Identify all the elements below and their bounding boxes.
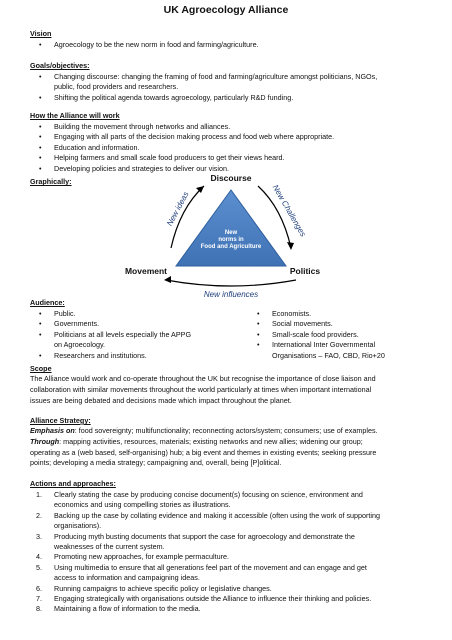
triangle-shape [176,190,286,266]
line: operating as a (web based, self-organising) hub; a big event and themes in existing events; seeking pressure [30,447,377,457]
line: Organisations – FAO, CBD, Rio+20 [272,350,385,360]
line: Researchers and institutions. [54,350,147,360]
line: Small-scale food providers. [272,329,359,339]
line: Maintaining a flow of information to the media. [54,604,201,614]
audience-list-right [248,309,438,361]
list-item: 6. Running campaigns to achieve specific policy or legislative changes. [36,583,272,593]
list-item [30,319,240,329]
line: Using multimedia to ensure that all generations feel part of the movement and can engage and get [54,562,367,572]
alliance-diagram [0,170,452,300]
list-item: 4. Promoting new approaches, for example permaculture. [36,552,229,562]
arrow-bottom-edge [166,280,296,286]
scope-paragraph [30,374,426,406]
center-line-3: Food and Agriculture [200,244,262,250]
list-item [248,330,438,340]
line: Clearly stating the case by producing concise document(s) focusing on science, environment and [54,490,363,499]
center-line-2: norms in [218,237,244,243]
edge-new-influences: New influences [203,290,259,299]
line: economics and using compelling stories as illustrations. [54,500,231,510]
list-item: • Engaging with all parts of the decision making process and food web where appropriate. [30,132,334,142]
list-item: 2. Backing up the case by collating evidence and making it accessible (often using the work of supporting organisations). [36,510,381,531]
list-item: 1. Clearly stating the case by producing concise document(s) focusing on science, environment and economics and using compelling stories as illustrations. [36,490,363,510]
list-item [248,309,438,319]
through-label: Through [30,436,60,446]
line: Producing myth busting documents that support the case for agroecology and demonstrate the [54,531,355,541]
line: issues are being debated and decisions made which impact throughout the planet. [30,395,292,405]
line: Promoting new approaches, for example permaculture. [54,552,229,562]
line: International Inter Governmental [272,340,376,350]
graphically-heading: Graphically: [30,177,72,186]
emphasis-label: Emphasis on [30,426,75,435]
line: on Agroecology. [54,340,106,350]
line: public, food providers and researchers. [54,82,179,92]
corner-movement: Movement [124,266,168,276]
line: Running campaigns to achieve specific policy or legislative changes. [54,583,272,593]
center-line-1: New [224,230,238,236]
arrowhead-bottom [164,276,171,283]
line: weaknesses of the current system. [54,542,165,552]
list-item: • Developing policies and strategies to deliver our vision. [30,164,334,174]
edge-new-challenges: New Challenges [270,183,308,239]
actions-heading: Actions and approaches: [30,479,116,488]
line: Economists. [272,309,312,318]
line: Governments. [54,319,100,329]
strategy-paragraph [30,426,426,469]
audience-list-left [30,309,240,361]
strategy-heading: Alliance Strategy: [30,416,91,425]
line: access to information and campaigning ideas. [54,573,200,583]
list-item: • Education and information. [30,143,334,153]
list-item: • Building the movement through networks and alliances. [30,122,334,132]
list-item [30,351,240,361]
list-item [30,330,240,351]
vision-list [30,40,259,50]
list-item [30,309,240,319]
edge-new-ideas: New ideas [165,190,191,228]
line: : food sovereignty; multifunctionality; reconnecting actors/system; consumers; use of examples. [74,426,378,435]
line: Politicians at all levels especially the APPG [54,329,192,339]
line: The Alliance would work and co-operate throughout the UK but recognise the importance of close liaison and [30,374,376,383]
line: Engaging strategically with organisations outside the Alliance to influence their thinking and policies. [54,594,372,604]
list-item: • Agroecology to be the new norm in food and farming/agriculture. [30,40,259,50]
arrowhead-right [287,242,294,250]
goals-list [30,72,377,103]
how-list [30,122,334,174]
line: Changing discourse: changing the framing of food and farming/agriculture amongst politicians, NGOs, [54,72,378,81]
list-item [30,72,377,93]
list-item: 3. Producing myth busting documents that support the case for agroecology and demonstrate the weaknesses of the current system. [36,531,355,552]
page-title: UK Agroecology Alliance [163,4,289,16]
list-item [30,93,377,103]
corner-politics: Politics [289,266,321,276]
list-item [248,340,438,361]
line: Backing up the case by collating evidence and making it accessible (often using the work of supporting [54,510,381,520]
vision-heading: Vision [30,29,52,38]
line: : mapping activities, resources, materials; existing networks and new allies; widening our group; [59,436,363,446]
list-item: 5. Using multimedia to ensure that all generations feel part of the movement and can engage and get access to information and campaigning ideas. [36,562,367,583]
corner-discourse: Discourse [210,173,252,183]
audience-heading: Audience: [30,298,65,307]
list-item: 8. Maintaining a flow of information to the media. [36,604,201,614]
how-heading: How the Alliance will work [30,111,120,120]
list-item: 7. Engaging strategically with organisations outside the Alliance to influence their thinking and policies. [36,594,372,604]
list-item: • Helping farmers and small scale food producers to get their views heard. [30,153,334,163]
list-item [248,319,438,329]
line: Public. [54,309,76,318]
line: organisations). [54,521,102,531]
line: Shifting the political agenda towards agroecology, particularly R&D funding. [54,92,294,102]
actions-list [30,490,430,615]
scope-heading: Scope [30,364,52,373]
goals-heading: Goals/objectives: [30,61,90,70]
line: Social movements. [272,319,333,329]
line: collaboration with similar movements throughout the world particularly at times when important international [30,384,372,394]
arrowhead-left [196,186,204,193]
line: points; developing a media strategy; campaigning and, overall, being [P]olitical. [30,458,282,468]
